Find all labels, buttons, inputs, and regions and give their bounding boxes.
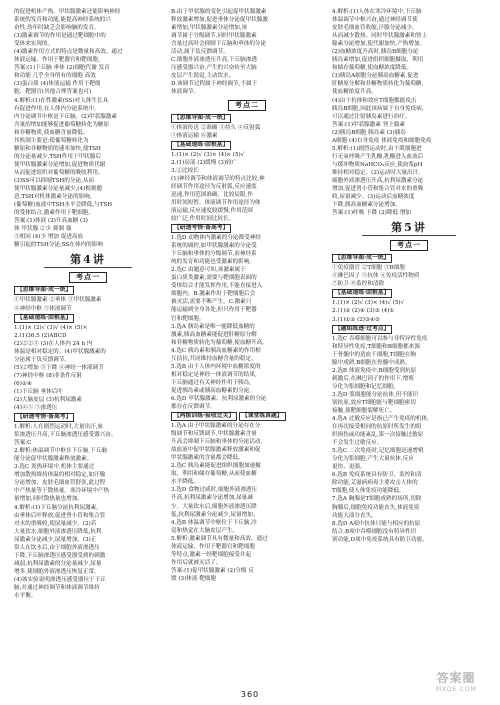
- text-line: 量增加,同时散热量也增加。: [14, 496, 83, 503]
- text-line: (葡萄糖)血液中TSH水平会降低,与TSH: [14, 202, 113, 209]
- text-line: B.由于甲状腺的变化引起促甲状腺激素: [171, 9, 267, 15]
- text-line: 2.选B 体液免疫中,B细胞受到抗原: [332, 367, 417, 374]
- text-line: 活动,属于负反馈调节。: [171, 49, 229, 56]
- subsection-tag: 【题组练透·过考点】: [332, 325, 392, 334]
- text-line: 促进胰岛素或胰高血糖素的分泌。: [171, 387, 255, 394]
- subsection-tag: 【研透考情·备高考】: [14, 413, 74, 422]
- text-line: 可以通过注射胰岛素进行治疗。: [332, 113, 411, 120]
- text-line: 1.(1)× (2)√ (3)× (4)√ (5)√: [332, 300, 405, 307]
- text-line: 体液调节。: [171, 89, 199, 96]
- text-line: (2)②②③ (3)在人体内 24 h 内: [14, 340, 93, 347]
- text-line: 由垂体后叶释放,促进肾小管和集合管: [14, 512, 106, 519]
- text-line: 1.(1)× (2)√ (3)× (4)× (5)√: [171, 151, 245, 158]
- text-line: 内分泌调节中枢是下丘脑。(2)甲状腺激素: [14, 113, 118, 120]
- subsection-tag: 【思维导图·成一统】: [332, 254, 392, 263]
- text-line: 7.选A 胸腺是T细胞成熟的场所,切除: [332, 496, 422, 503]
- text-line: 5.选B 由于人体内环境中血糖浓度的: [171, 363, 261, 370]
- text-line: 受体结合才能发挥作用,不能直接进入: [171, 283, 263, 290]
- text-line: (1)下丘脑 垂体后叶: [14, 388, 63, 395]
- watermark-text: 答案圈: [436, 671, 476, 685]
- text-line: ⑦防卫 ⑧监控和清除: [332, 281, 385, 288]
- text-line: 别抗原,效应T细胞能与靶细胞密切: [332, 399, 416, 406]
- text-line: 1.解析:人在剧烈运动时,大量出汗,血: [14, 424, 104, 431]
- text-line: 织损伤或功能紊乱,第一次接触过敏原: [332, 432, 424, 439]
- section-heading: 考点一: [332, 240, 486, 251]
- column-2: [171, 8, 323, 583]
- text-line: 4.解析:(1)在性激素(SS)对人体生长具: [14, 97, 109, 104]
- text-line: 体温是相对稳定的。(4)甲状腺激素的: [14, 348, 106, 355]
- text-line: 4.选C 胰岛素和胰高血糖素的作用相: [171, 347, 261, 354]
- lecture-underline: [362, 235, 456, 236]
- text-line: 含量的增加能够促进葡萄糖转化为糖原: [14, 121, 110, 128]
- basic-practice-answers: [332, 299, 486, 323]
- text-line: 等特点,激素一经靶细胞接受并起: [171, 551, 252, 558]
- text-line: 互拮抗,共同维持血糖含量的稳定。: [171, 355, 257, 362]
- text-line: 3.(1)①② (2)③④⑤: [332, 316, 381, 323]
- text-line: 答案:(1)促甲状腺激素 (2)分级 反: [171, 567, 254, 574]
- lecture-heading: [14, 253, 162, 268]
- text-line: 6.选D 甲状腺激素、抗利尿激素的分泌: [171, 395, 267, 402]
- text-line: 功能大部分丧失。: [332, 512, 377, 519]
- text-line: 更快、更强。: [332, 464, 366, 471]
- text-line: 增加,促进肾小管和集合管对水的重吸: [332, 186, 424, 193]
- text-line: 能分泌促甲状腺激素释放激素。: [14, 456, 93, 463]
- text-line: 于骨髓中的造血干细胞,T细胞在胸: [332, 351, 416, 358]
- text-line: 2.选C 由题意可知,该激素属于: [171, 267, 246, 274]
- text-line: C.细胞外液渗透压升高,下丘脑渗透: [171, 57, 257, 64]
- text-line: 胰岛素增加,促进组织细胞摄取、利用: [332, 57, 424, 64]
- text-line: 统的发育和功能也受激素的影响。: [171, 259, 255, 266]
- text-line: 5.解析:激素调节具有微量和高效、通过: [171, 535, 268, 542]
- text-line: 其机制主要是:使葡萄糖转化为: [14, 137, 89, 144]
- text-line: 和特异性免疫,T细胞和B细胞都来源: [332, 343, 420, 350]
- text-line: 含量过高时会抑制下丘脑和垂体的分泌: [171, 41, 267, 48]
- text-line: ④神经中枢 ⑤体液调节: [14, 305, 72, 312]
- text-line: 增加散热维持体温的相对稳定,如汗腺: [14, 472, 106, 479]
- text-line: 馈 (3)体液 靶细胞: [171, 575, 217, 582]
- text-line: 3.选A 胰岛素是唯一能降低血糖的: [171, 323, 255, 330]
- text-line: 刺激后,在淋巴因子的作用下,增殖: [332, 375, 414, 382]
- text-line: 奋性,幼年时缺乏会影响脑的发育。: [14, 25, 100, 32]
- lecture-underline: [44, 267, 132, 268]
- text-line: 压感受器兴奋,产生的兴奋传至大脑: [171, 65, 257, 72]
- text-line: 少。大量饮水后,细胞外液渗透压降: [171, 503, 257, 510]
- text-line: 尿激素分泌减少,尿量增加。(3)正: [14, 536, 97, 543]
- exam-answers: [14, 423, 162, 600]
- text-line: 脑,并通过神经调节和体液调节维持: [14, 585, 100, 591]
- text-line: 腺素分泌增加,使代谢加快,产热增加。: [332, 41, 426, 48]
- basic-practice-answers: [171, 151, 323, 175]
- watermark-logo: [420, 672, 492, 693]
- text-line: 别功能,D项中免疫系统具有防卫功能。: [332, 536, 428, 543]
- text-line: 答案:(1)甲状腺激素 肾上腺素: [332, 121, 406, 128]
- text-line: 3.②比较长: [171, 167, 199, 174]
- watermark-url: MXQE.COM: [435, 685, 477, 693]
- text-line: 3.选C 炎热环境中,机体主要通过: [14, 464, 95, 471]
- column-2-text: [171, 8, 323, 97]
- text-line: (4)激素作用方式的特点是微量和高效、通过: [14, 49, 123, 56]
- text-line: 水平降低。: [171, 479, 199, 486]
- text-line: 4.解析:(1)人体在寒冷环境中,下丘脑: [332, 9, 422, 15]
- text-line: 增多,使细胞外液渗透压恢复正常。: [14, 568, 100, 575]
- text-line: 腺中成熟,B细胞在骨髓中成熟。: [332, 359, 411, 366]
- text-line: 被灭活,需要不断产生。C.激素只: [171, 299, 252, 306]
- text-line: 素增加,甲状腺激素分泌增加,该: [171, 25, 248, 32]
- text-line: 的分泌量减少,TSH作用于甲状腺后: [14, 153, 101, 160]
- text-line: (3)激素调节的作用是通过靶细胞中的: [14, 33, 106, 40]
- text-line: 肝糖原分解和非糖物质转化为葡萄糖,: [332, 81, 424, 88]
- text-line: 蛋白质类激素,需要与靶细胞表面的: [171, 275, 257, 282]
- text-line: 糖原和非糖物质的速率加快,使TSH: [14, 145, 101, 152]
- text-line: 级调节和反馈调节,甲状腺激素含量: [171, 431, 257, 438]
- text-line: 1.选D 动物体内激素的分泌都受神经: [171, 235, 261, 242]
- text-line: 答案:(1)下丘脑 垂体 (2)细胞代谢 发育: [14, 65, 110, 72]
- text-line: 下降,下丘脑渗透压感受器受到的刺激: [14, 552, 106, 559]
- text-line: 故血液中促甲状腺激素释放激素和促: [171, 447, 261, 454]
- text-line: (3)SS可以抑制TSH的分泌,从而: [14, 177, 95, 184]
- text-line: 1.(1)× (2)√ (3)√ (4)× (5)×: [14, 324, 88, 331]
- text-line: 不会发生过敏反应。: [332, 440, 383, 447]
- subsection-tag: 【基础速练·固根基】: [14, 314, 74, 323]
- text-line: 分泌增加、皮肤毛细血管舒张,此过程: [14, 480, 106, 487]
- text-line: 体温调节中枢兴奋,通过神经调节使: [332, 17, 418, 24]
- text-line: 从而减少散热。同时甲状腺激素和肾上: [332, 33, 428, 40]
- subsection-tag: 【研透考情·备高考】: [171, 224, 231, 233]
- text-line: 体液运输、作用于靶器官和靶细胞。: [14, 57, 104, 64]
- text-line: 较广泛,作用时间比较长。: [171, 215, 235, 222]
- text-line: 胸腺后,细胞免疫功能丧失,体液免疫: [332, 504, 420, 511]
- text-line: 2.选C 胰岛素能促进组织细胞加速摄: [171, 463, 261, 470]
- text-line: 2.(1)② (2)④ (3)③ (4)①: [332, 308, 395, 315]
- text-line: (4)该实验说明渗透压感受器位于下丘: [14, 576, 106, 583]
- text-line: 行无氧呼吸产生乳酸,乳酸进入血液后: [332, 153, 424, 160]
- text-line: (1)神经调节和体液调节的特点比较,神: [171, 175, 265, 182]
- text-line: 1.选C 吞噬细胞可以参与非特异性免疫: [332, 335, 428, 342]
- text-line: 使血糖浓度升高。: [332, 89, 377, 96]
- section-heading: 考点二: [171, 100, 323, 111]
- text-line: (2)血糖浓度升高时,胰岛B细胞分泌: [332, 49, 419, 56]
- text-line: 甲状腺激素的含量都会降低。: [171, 455, 244, 462]
- text-line: 糖引起的TSH分泌,SS在体内的影响: [14, 242, 103, 249]
- section-heading: 考点一: [14, 272, 162, 283]
- text-line: 与缓冲物质NaHCO₃反应,使血浆pH: [332, 161, 423, 168]
- text-line: 下丘脑通过有关神经作用于胰岛,: [171, 379, 252, 386]
- text-line: (7)神经中枢 (8)非条件反射: [14, 372, 82, 379]
- text-line: 水平衡。: [14, 593, 37, 600]
- subsection-tag: 【思维导图·成一统】: [14, 286, 74, 295]
- text-line: 细胞内。B.激素作用于靶细胞后会: [171, 291, 256, 298]
- text-line: 受体来实现的。: [14, 41, 54, 48]
- text-line: ⑤体液运输 ⑥激素: [171, 132, 218, 139]
- text-line: 2.(1)36.5 (2)ABCD: [14, 332, 67, 339]
- text-line: 相对稳定是神经一体液调节的结果,: [171, 371, 257, 378]
- text-line: 和储存葡萄糖,使血糖浓度降低。: [332, 65, 413, 72]
- text-line: 答案:(1)体液 (2)升高血糖 (3): [14, 218, 88, 225]
- text-line: 维持相对稳定。(2)运动时大量出汗,: [332, 169, 421, 176]
- column-1: [14, 8, 162, 600]
- text-line: 迅速,作用范围准确、比较局限,作: [171, 191, 253, 198]
- page-number: 360: [240, 690, 260, 699]
- text-line: 3.选D 食物过咸时,细胞外液渗透压: [171, 487, 258, 494]
- text-line: 大量饮水,细胞外液渗透压降低,抗利: [14, 528, 102, 535]
- text-line: 官和靶细胞。: [171, 315, 205, 322]
- text-line: 下丘脑和垂体的分级调节,而神经系: [171, 251, 257, 258]
- text-line: 减弱,抗利尿激素的分泌量减少,尿量: [14, 560, 102, 567]
- text-line: 体 甲状腺 ②少 抑制 强: [14, 226, 72, 233]
- text-line: 胞、靶器官(其他合理答案也可): [14, 89, 92, 96]
- text-line: 系统的调控,如甲状腺激素的分泌受: [171, 243, 257, 250]
- text-line: ①甲状腺激素 ②垂体 ③甲状腺激素: [14, 297, 102, 304]
- text-line: 收,尿量减少。(3)运动后血糖浓度: [332, 194, 415, 201]
- text-line: 体液运输、作用于靶器官和靶细胞: [171, 543, 255, 550]
- text-line: 能运输到全身各处,但只作用于靶器: [171, 307, 257, 314]
- text-line: 和功能 几乎全身所有的细胞 高效: [14, 73, 96, 80]
- text-line: 5.选C 二次免疫时,记忆细胞迅速增殖: [332, 448, 424, 455]
- training-answers: [171, 422, 323, 583]
- text-line: (3)胰岛A细胞分泌胰高血糖素,促进: [332, 73, 419, 80]
- basic-practice-notes: [171, 175, 323, 223]
- basic-practice-answers: [14, 324, 162, 413]
- text-line: 和非糖物质转化为葡萄糖,使血糖升高。: [171, 339, 268, 346]
- text-line: 对水的重吸收,使尿量减少。(2)若: [14, 520, 97, 527]
- text-line: 答案:C: [14, 440, 32, 447]
- text-line: 使甲状腺激素分泌量减少,(4)根据题: [14, 186, 103, 193]
- text-line: (4)由于抗体和效应T细胞都能攻击: [332, 97, 417, 104]
- text-line: 常人在饮水后,由于细胞外液渗透压: [14, 544, 100, 551]
- text-line: ①免疫器官 ②T细胞 ③B细胞: [332, 265, 405, 272]
- text-line: 取、利用和储存葡萄糖,从而使血糖: [171, 471, 257, 478]
- text-line: 2.(1)局部 (2)缓慢 (3)较广: [171, 159, 238, 166]
- text-line: 中产热量等于散热量。寒冷环境中产热: [14, 488, 110, 495]
- text-line: T细胞,使人体免疫功能降低。: [332, 488, 405, 495]
- text-line: 分化为浆细胞,产生大量抗体,反应: [332, 456, 414, 463]
- text-line: 调节属于分级调节,同时甲状腺激素: [171, 33, 257, 40]
- text-line: 接触,使靶细胞裂解死亡。: [332, 407, 396, 414]
- text-line: ③相同 (4)少 增加 促进高血: [14, 234, 84, 241]
- text-line: 细胞外液渗透压升高,抗利尿激素分泌: [332, 177, 424, 184]
- text-line: 经调节作用途径为反射弧,反应速度: [171, 183, 257, 190]
- text-line: 都存在反馈调节。: [171, 404, 216, 411]
- text-line: 下降,胰高血糖素分泌增加。: [332, 202, 401, 209]
- column-3-text: [332, 8, 486, 217]
- text-line: A细胞 (4)自身免疫 体液免疫和细胞免疫: [332, 137, 432, 144]
- text-line: 结合,B项中吞噬细胞没有特异性识: [332, 528, 417, 535]
- mind-map-answers: [332, 264, 486, 288]
- text-line: (5)②增加 ③下降 ④神经一体液调节: [14, 364, 104, 371]
- text-line: 使甲状腺激素分泌增加,促进物质代谢: [14, 161, 106, 168]
- text-line: 5.解析:(1)剧烈运动时,由于肌细胞进: [332, 145, 422, 152]
- text-line: 作用后就被灭活了。: [171, 559, 222, 566]
- text-line: 胰岛B细胞,因此该病属于自身免疫病,: [332, 105, 424, 112]
- text-line: 释放激素增加,促进垂体分泌促甲状腺激: [171, 17, 268, 24]
- text-line: 4.解析:(1)下丘脑分泌抗利尿激素,: [14, 504, 99, 511]
- column-3: [332, 8, 486, 544]
- text-line: 2.解析:体温调节中枢在下丘脑,下丘脑: [14, 448, 107, 455]
- text-line: 分泌属于负反馈调节。: [14, 356, 70, 363]
- exam-answers: [171, 234, 323, 411]
- text-line: 在再次接受相同的抗原时所发生的组: [332, 424, 422, 431]
- text-line: 皮层产生渴觉,主动饮水。: [171, 73, 235, 80]
- text-line: 液运输,反应速度较缓慢,作用范围: [171, 207, 253, 214]
- subsection-tag: 【两级训练·验收过关】: [171, 412, 237, 421]
- text-line: 3.选D 浆细胞能分泌抗体,但不能识: [332, 391, 419, 398]
- column-1-text: [14, 8, 162, 249]
- text-line: ④淋巴因子 ⑤抗体 ⑥免疫活性物质: [332, 273, 420, 280]
- text-line: ①体液传送 ②准确 ③持久 ④反射弧: [171, 124, 261, 131]
- text-line: 低,抗利尿激素分泌减少,尿量增加。: [171, 511, 259, 518]
- text-line: 分化为浆细胞和记忆细胞。: [332, 383, 400, 390]
- subsection-tag: 【课堂练真题】: [239, 412, 286, 421]
- text-line: 6.选B 免疫系统具有防卫、监控和清: [332, 472, 422, 479]
- text-line: 浆渗透压升高,下丘脑渗透压感受器兴奋。: [14, 432, 117, 439]
- text-line: 8.选D A项中抗体只能与相应的抗原: [332, 520, 421, 527]
- text-line: 4.选A 过敏反应是指已产生免疫的机体,: [332, 416, 429, 423]
- text-line: 除功能,艾滋病病毒主要攻击人体的: [332, 480, 418, 487]
- text-line: 4.选B 体温调节中枢位于下丘脑,冷: [171, 519, 257, 526]
- text-line: 1.选A 由于甲状腺激素的分泌存在分: [171, 423, 261, 430]
- text-line: 从而促进组织对葡萄糖的吸收利用。: [14, 169, 104, 176]
- text-line: 升高会抑制下丘脑和垂体的分泌活动,: [171, 439, 263, 446]
- text-line: 和非糖物质,使血糖含量降低。: [14, 129, 89, 136]
- text-line: (2)胰岛B细胞 胰岛素 (3)胰岛: [332, 129, 406, 136]
- exam-answers: [332, 335, 486, 544]
- text-line: (2)大脑皮层 (3)抗利尿激素: [14, 396, 82, 403]
- text-line: 意,TSH对机体激素分泌的影响,: [14, 194, 92, 201]
- lecture-title: 第4讲: [70, 253, 106, 267]
- mind-map-answers: [171, 124, 323, 140]
- mind-map-answers: [14, 296, 162, 312]
- lecture-heading: [332, 221, 486, 236]
- subsection-tag: 【思维导图·成一统】: [171, 114, 231, 123]
- text-line: 系统的发育和功能,能提高神经系统的兴: [14, 17, 111, 24]
- text-line: 的促进机体产热。甲状腺激素还能影响神经: [14, 9, 121, 15]
- text-line: 答案:(1)呼吸 下降 (2)降低 增加: [332, 210, 412, 217]
- text-line: (6)②④: [14, 380, 32, 387]
- text-line: 觉和热觉在大脑皮层产生。: [171, 527, 239, 534]
- text-line: (3)蛋白质 (4)体液运输 作用于靶细: [14, 81, 101, 88]
- text-line: 升高,抗利尿激素分泌增加,尿量减: [171, 495, 253, 502]
- text-line: 皮肤毛细血管收缩,汗腺分泌减少,: [332, 25, 414, 32]
- subsection-tag: 【基础速练·固根基】: [332, 289, 392, 298]
- text-line: (4)④⑤ ⑤渗透压: [14, 405, 58, 412]
- text-line: 用时间短暂。体液调节作用途径为体: [171, 199, 261, 206]
- text-line: 的受体结合,激素作用于靶细胞。: [14, 210, 95, 217]
- text-line: 有促进作用,在人体内分泌系统中,: [14, 105, 96, 112]
- lecture-title: 第5讲: [391, 221, 427, 235]
- text-line: 激素,胰高血糖素能促进肝糖原分解: [171, 331, 257, 338]
- subsection-tag: 【基础速练·固根基】: [171, 141, 231, 150]
- text-line: D.该调节过程属于神经调节,不属于: [171, 81, 258, 88]
